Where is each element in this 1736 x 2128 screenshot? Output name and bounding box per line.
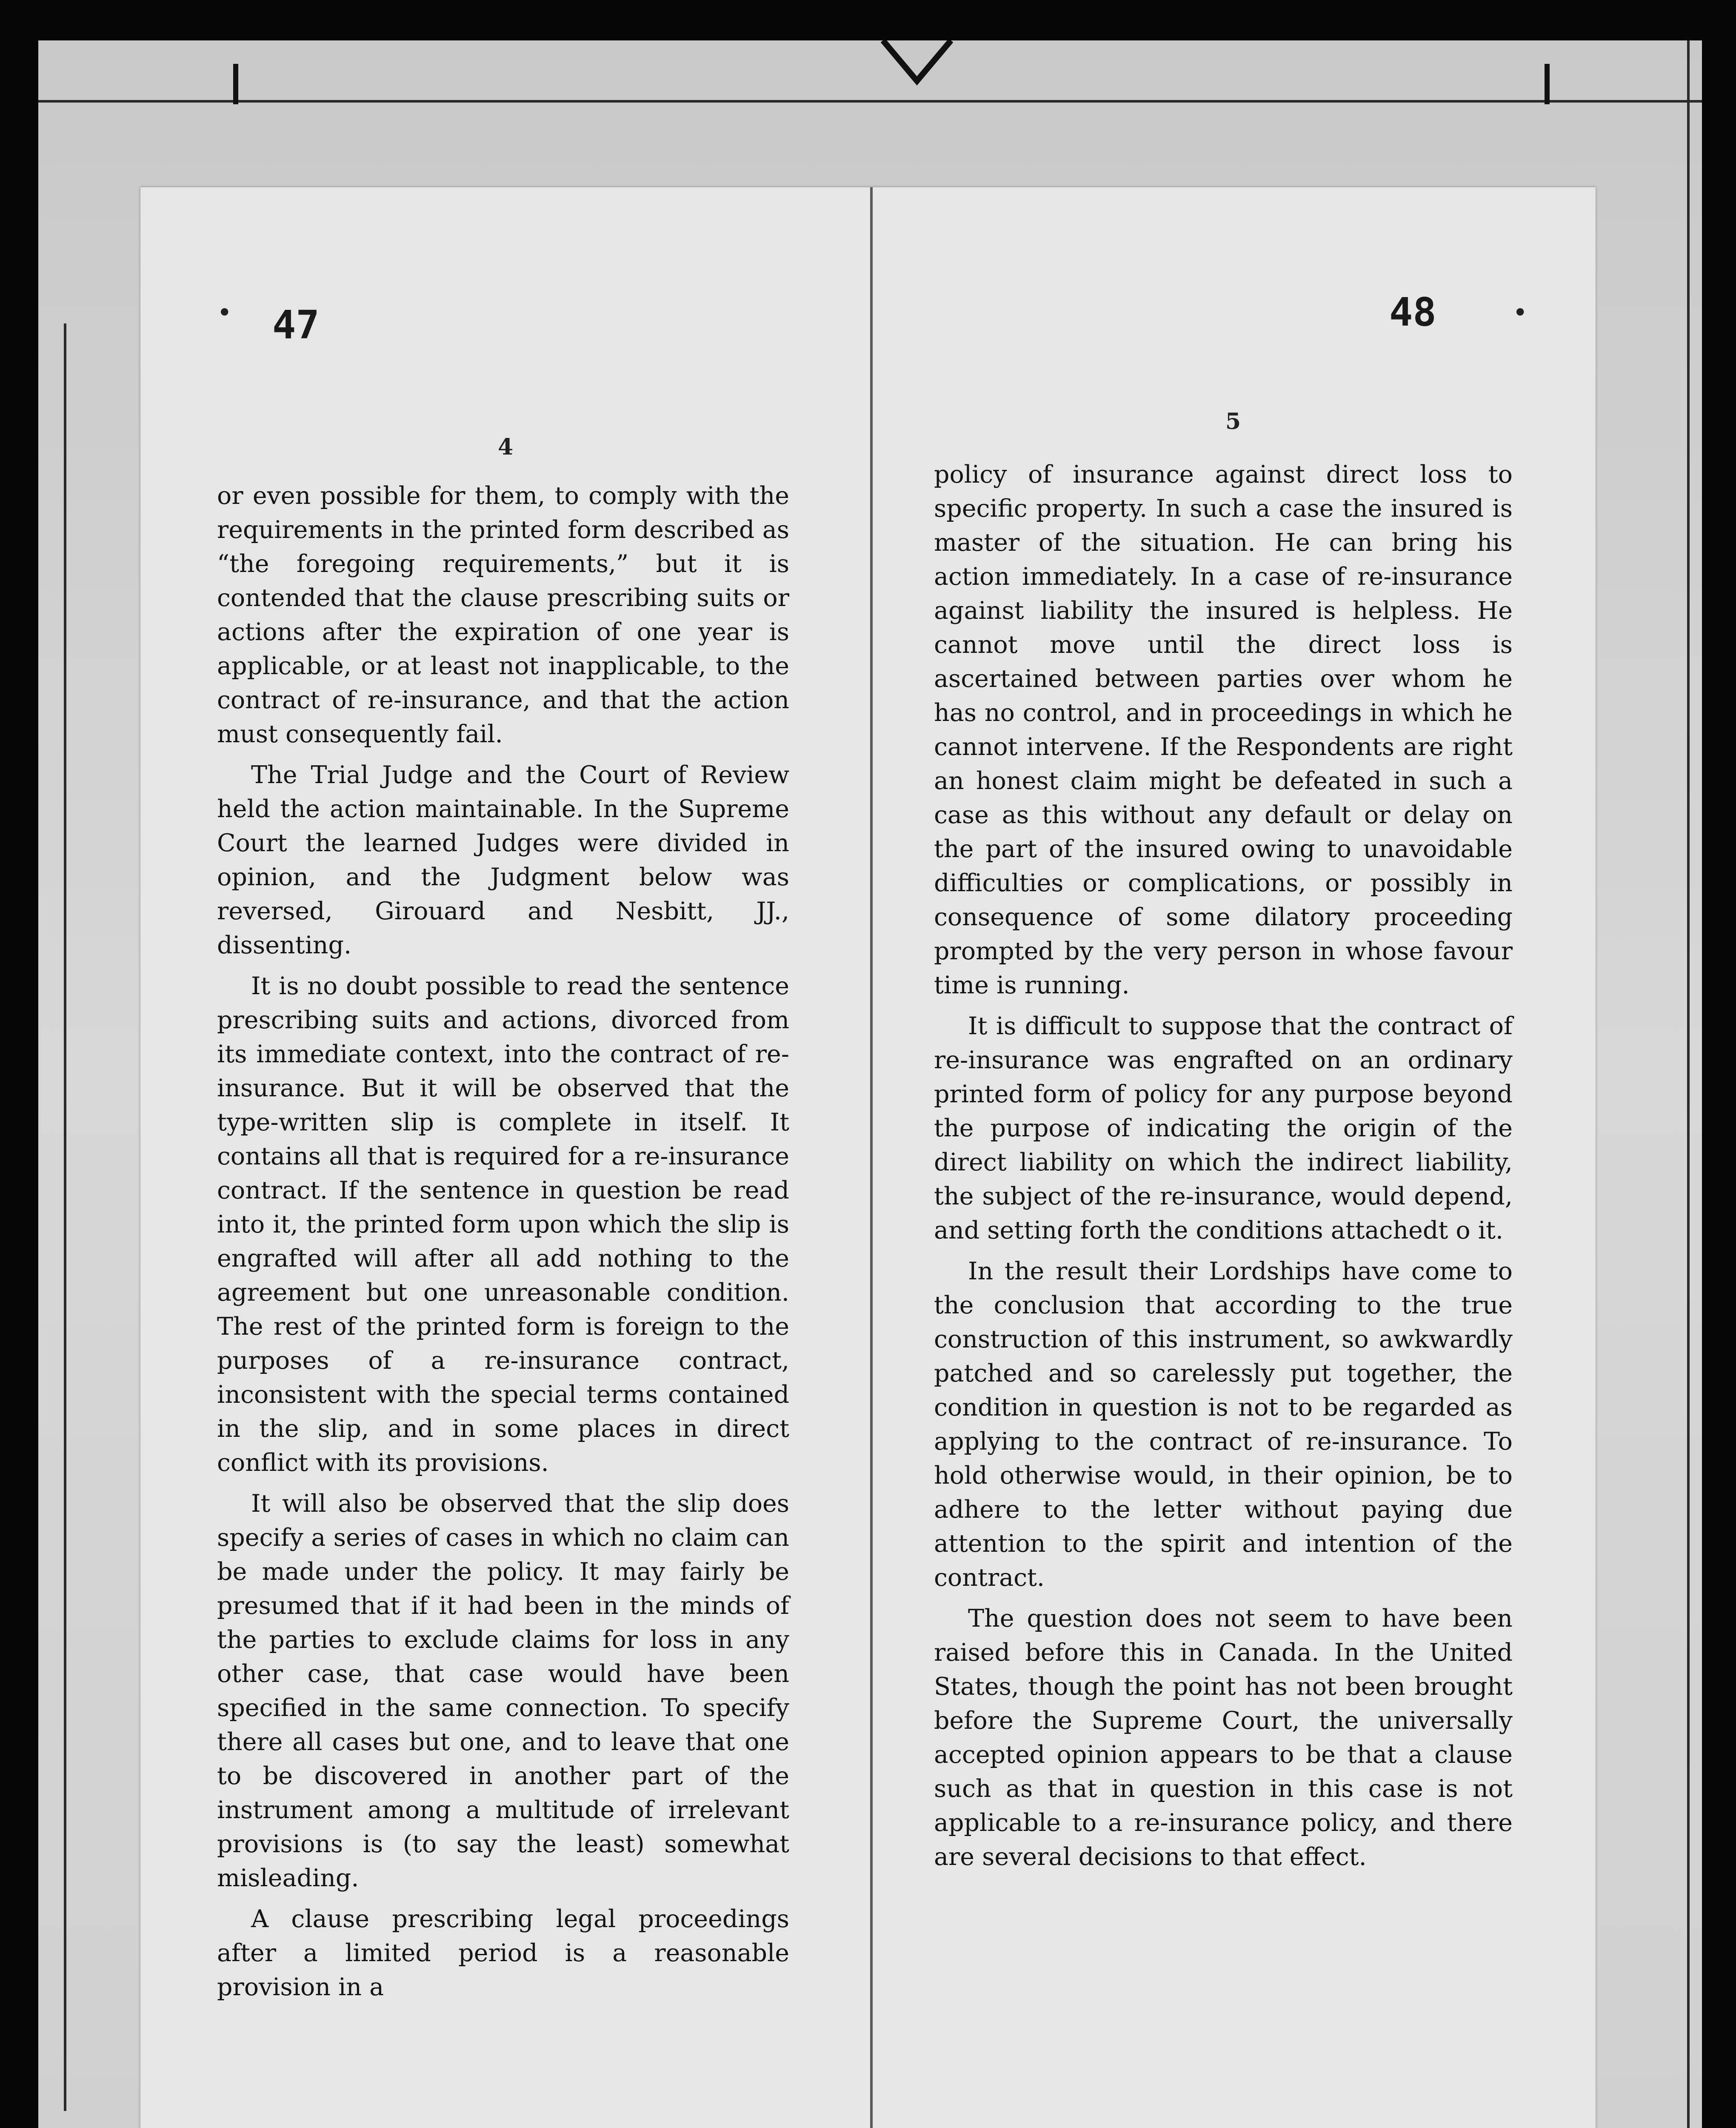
left-rule (64, 323, 66, 2111)
left-tick-mark (233, 64, 238, 104)
left-paragraph: The Trial Judge and the Court of Review held the action maintainable. In the Supreme Court the learned Judges were divided in opinion, and the Judgment below was reversed, Girouard and Nesbitt, JJ., dissenting. (217, 761, 789, 959)
left-margin-dot: • (217, 298, 232, 328)
right-page-column (934, 458, 1513, 1881)
left-paragraph: A clause prescribing legal proceedings after a limited period is a reasonable provision in a (217, 1905, 789, 2001)
right-margin-dot: • (1513, 298, 1528, 328)
right-paragraph: policy of insurance against direct loss to specific property. In such a case the insured is master of the situation. He can bring his action immediately. In a case of re-insurance against liability the insured is helpless. He cannot move until the direct loss is ascertained between parties over whom he has no control, and in proceedings in which he cannot intervene. If the Respondents are right an honest claim might be defeated in such a case as this without any default or delay on the part of the insured owing to unavoidable difficulties or complications, or possibly in consequence of some dilatory proceeding prompted by the very person in whose favour time is running. (934, 460, 1513, 999)
left-page-column (217, 479, 789, 2011)
left-paragraph: It will also be observed that the slip does specify a series of cases in which no claim can be made under the policy. It may fairly be presumed that if it had been in the minds of the parties to exclude claims for loss in any other case, that case would have been specified in the same connection. To specify there all cases but one, and to leave that one to be discovered in another part of the instrument among a multitude of irrelevant provisions is (to say the least) somewhat misleading. (217, 1490, 789, 1892)
left-paragraph: It is no doubt possible to read the sentence prescribing suits and actions, divorced from its immediate context, into the contract of re-insurance. But it will be observed that the type-written slip is complete in itself. It contains all that is required for a re-insurance contract. If the sentence in question be read into it, the printed form upon which the slip is engrafted will after all add nothing to the agreement but one unreasonable condition. The rest of the printed form is foreign to the purposes of a re-insurance contract, inconsistent with the special terms contained in the slip, and in some places in direct conflict with its provisions. (217, 972, 789, 1477)
right-paragraph: The question does not seem to have been raised before this in Canada. In the United States, though the point has not been brought before the Supreme Court, the universally accepted opinion appears to be that a clause such as that in question in this case is not applicable to a re-insurance policy, and there are several decisions to that effect. (934, 1605, 1513, 1871)
right-paragraph: In the result their Lordships have come to the conclusion that according to the true construction of this instrument, so awkwardly patched and so carelessly put together, the condition in question is not to be regarded as applying to the contract of re-insurance. To hold otherwise would, in their opinion, be to adhere to the letter without paying due attention to the spirit and intention of the contract. (934, 1257, 1513, 1592)
right-folio: 5 (1225, 409, 1241, 435)
frame-notch-mark (881, 40, 953, 87)
left-page-number: 47 (272, 302, 320, 348)
right-paragraph: It is difficult to suppose that the contract of re-insurance was engrafted on an ordinary printed form of policy for any purpose beyond the purpose of indicating the origin of the direct liability on which the indirect liability, the subject of the re-insurance, would depend, and setting forth the conditions attachedt o it. (934, 1012, 1513, 1244)
page-divider (870, 187, 873, 2128)
top-rule (38, 100, 1702, 103)
right-rule (1687, 40, 1690, 2128)
right-tick-mark (1545, 64, 1550, 104)
left-folio: 4 (498, 434, 514, 460)
right-page-number: 48 (1389, 289, 1436, 335)
left-paragraph: or even possible for them, to comply with the requirements in the printed form described as “the foregoing requirements,” but it is contended that the clause prescribing suits or actions after the expiration of one year is applicable, or at least not inapplicable, to the contract of re-insurance, and that the action must consequently fail. (217, 482, 789, 748)
